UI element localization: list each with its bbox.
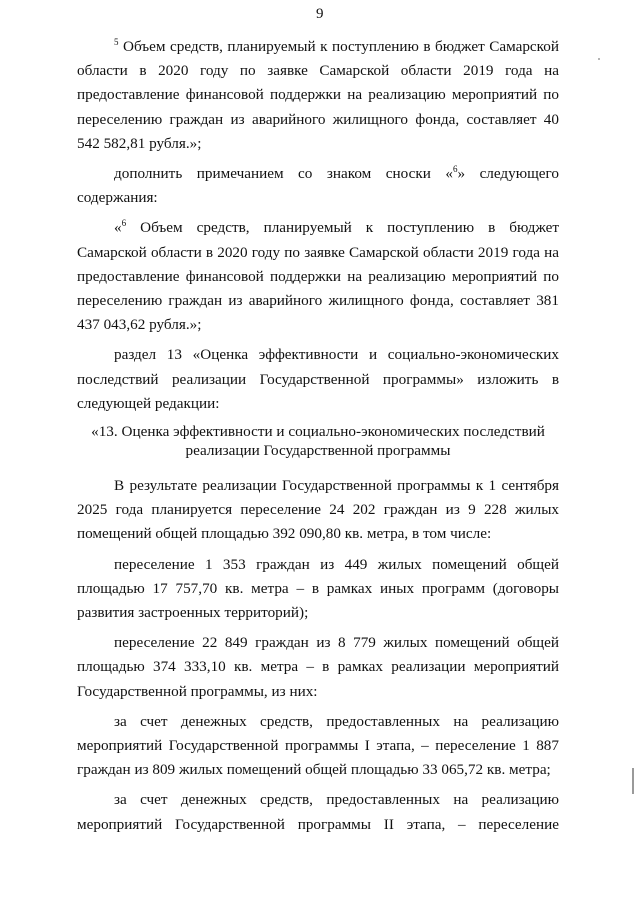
section-13-instruction: раздел 13 «Оценка эффективности и социально-экономических последствий реализации Государственной программы» изложить в следующей редакции: <box>77 346 559 412</box>
add-note-tail: » следующего содержания: <box>77 165 559 207</box>
footnote-6-text: Объем средств, планируемый к поступлению в бюджет Самарской области в 2020 году по заявке Самарской области 2019 года на предоставление финансовой поддержки на реализацию мероприятий по переселению граждан из аварийного жилищного фонда, составляет 381 437 043,62 рубля.»; <box>77 219 559 334</box>
section-13-heading-line2: реализации Государственной программы <box>185 442 451 460</box>
footnote-6-open-quote: « <box>114 219 122 237</box>
add-note-text: дополнить примечанием со знаком сноски « <box>114 165 453 183</box>
footnote-6-mark: 6 <box>121 218 127 229</box>
scan-artifact-line <box>632 768 634 794</box>
resettlement-other-programs: переселение 1 353 граждан из 449 жилых помещений общей площадью 17 757,70 кв. метра – в рамках иных программ (договоры развития застроенных территорий); <box>77 555 559 622</box>
footnote-5-text: Объем средств, планируемый к поступлению в бюджет Самарской области в 2020 году по заявке Самарской области 2019 года на предоставление финансовой поддержки на реализацию мероприятий по переселению граждан из аварийного жилищного фонда, составляет 40 542 582,81 рубля.»; <box>77 38 559 152</box>
footnote-6-paragraph <box>77 216 559 337</box>
section-13-heading <box>77 422 559 460</box>
add-note-paragraph <box>77 162 559 210</box>
footnote-5-mark: 5 <box>114 37 119 47</box>
resettlement-state-program: переселение 22 849 граждан из 8 779 жилых помещений общей площадью 374 333,10 кв. метра – в рамках реализации мероприятий Государственной программы, из них: <box>77 634 559 700</box>
scan-artifact-dot <box>598 58 600 60</box>
stage-2-paragraph: за счет денежных средств, предоставленных на реализацию мероприятий Государственной программы II этапа, – переселение <box>77 791 559 833</box>
footnote-5-paragraph <box>77 35 559 156</box>
add-note-mark: 6 <box>452 164 458 175</box>
section-13-heading-line1: «13. Оценка эффективности и социально-экономических последствий <box>91 423 545 441</box>
page-number: 9 <box>316 6 324 22</box>
result-paragraph: В результате реализации Государственной программы к 1 сентября 2025 года планируется переселение 24 202 граждан из 9 228 жилых помещений общей площадью 392 090,80 кв. метра, в том числе: <box>77 477 559 543</box>
stage-1-paragraph: за счет денежных средств, предоставленных на реализацию мероприятий Государственной программы I этапа, – переселение 1 887 граждан из 809 жилых помещений общей площадью 33 065,72 кв. метра; <box>77 712 559 779</box>
document-body <box>77 35 559 837</box>
